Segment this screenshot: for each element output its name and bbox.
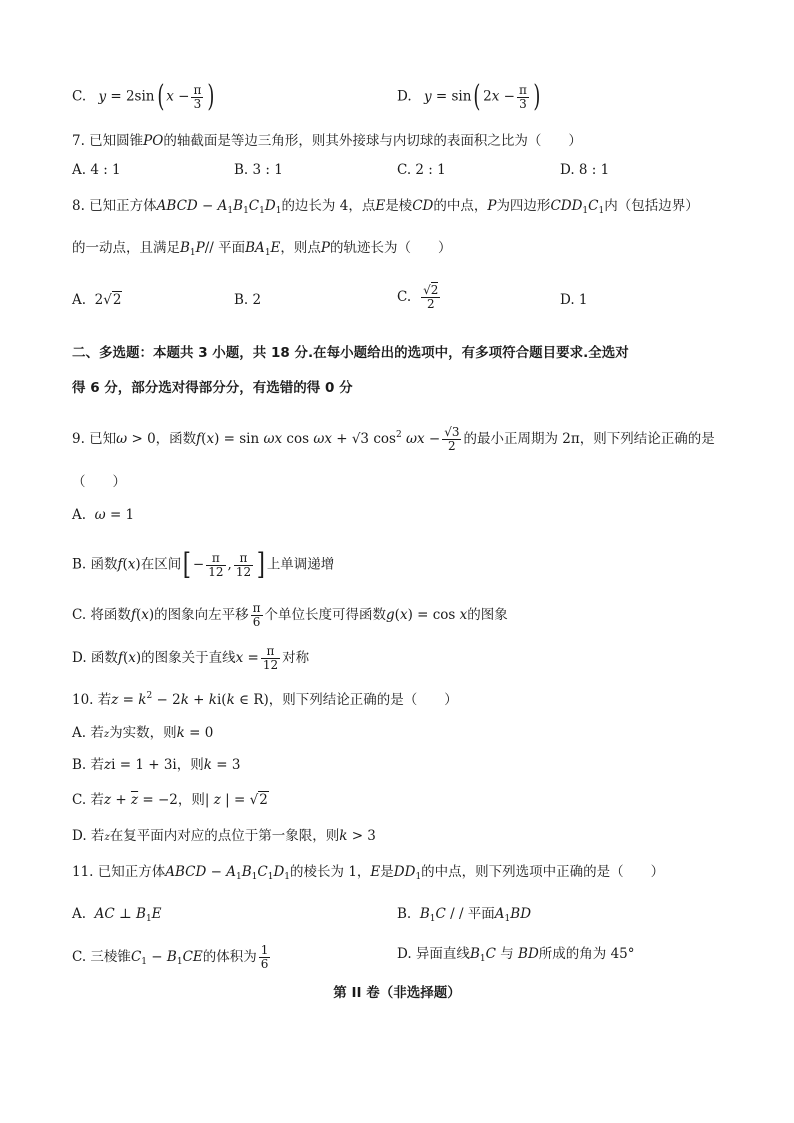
text: 在区间	[140, 556, 182, 573]
section-heading-line2: 得 6 分，部分选对得部分分，有选错的得 0 分	[72, 380, 353, 396]
text: A. 若	[72, 725, 104, 741]
q7-option-a: A. 4 : 1	[72, 162, 121, 178]
option-label: A.	[72, 906, 87, 922]
text: 上单调递增	[266, 556, 335, 573]
text: 的中点，则下列选项中正确的是（ ）	[421, 864, 665, 880]
text: 的最小正周期为 2π，则下列结论正确的是	[463, 431, 715, 447]
q9-answer-paren: （ ）	[72, 474, 126, 490]
text: C. 若	[72, 792, 104, 808]
q8-option-c: C. $\frac{√2}{2}$	[397, 283, 439, 311]
text: 的棱长为 1，	[290, 864, 371, 880]
text: 在复平面内对应的点位于第一象限，则	[109, 828, 340, 844]
q7-variable: PO	[143, 133, 164, 149]
text: 的中点，	[433, 198, 488, 214]
q9-option-c: C. 将函数f(x)的图象向左平移 $\frac{\pi}{6}$ 个单位长度可得函数g(x) = cos x的图象	[72, 601, 508, 629]
option-label: A.	[72, 507, 87, 523]
text: B. 函数	[72, 556, 118, 573]
text: 为实数，则	[109, 725, 177, 741]
q9-option-a: A. ω = 1	[72, 507, 135, 523]
text: // 平面	[204, 240, 246, 256]
text: B. 若	[72, 757, 105, 773]
q11-option-c: C. 三棱锥$C_1 - B_1CE$的体积为 $\frac{1}{6}$	[72, 943, 269, 971]
option-label: A.	[72, 292, 87, 308]
option-label: C.	[397, 289, 412, 305]
text: 的图象向左平移	[154, 607, 249, 623]
q7-stem-suffix: 的轴截面是等边三角形，则其外接球与内切球的表面积之比为（ ）	[163, 133, 582, 149]
q8-stem-line1: 8. 已知正方体ABCD − $A_1B_1C_1D_1$的边长为 4，点E是棱CD的中点，P为四边形$CDD_1C_1$内（包括边界）	[72, 198, 699, 216]
q11-option-b: B. $B_1C$ / / 平面$A_1BD$	[397, 906, 532, 924]
text: ，函数	[155, 431, 197, 447]
text: 的图象关于直线	[141, 650, 236, 666]
q7-stem	[72, 131, 582, 151]
part2-title: 第 II 卷（非选择题）	[333, 985, 461, 1001]
text: 为四边形	[496, 198, 551, 214]
math-expression: y	[423, 88, 432, 105]
text: 9. 已知	[72, 431, 117, 447]
q11-stem: 11. 已知正方体ABCD − $A_1B_1C_1D_1$的棱长为 1，E是$DD_1$的中点，则下列选项中正确的是（ ）	[72, 864, 665, 882]
text: 个单位长度可得函数	[264, 607, 387, 623]
q9-option-d: D. 函数f(x)的图象关于直线x = $\frac{\pi}{12}$ 对称	[72, 644, 310, 672]
text: ，则下列结论正确的是（ ）	[268, 692, 458, 708]
text: 所成的角为 45°	[538, 946, 635, 962]
text: ，则点	[280, 240, 321, 256]
q10-option-b: B. 若zi = 1 + 3i，则k = 3	[72, 757, 241, 773]
text: 的一动点，且满足	[72, 240, 180, 256]
text: C. 将函数	[72, 607, 131, 623]
q7-option-c: C. 2 : 1	[397, 162, 446, 178]
q8-option-b: B. 2	[234, 292, 262, 308]
text: 的轨迹长为（ ）	[330, 240, 452, 256]
section-heading-line1: 二、多选题：本题共 3 小题，共 18 分.在每小题给出的选项中，有多项符合题目要求.全选对	[72, 345, 629, 361]
text: 与	[500, 946, 514, 962]
q10-option-c: C. 若$z + \overline{z} = -2$，则| z | = √2	[72, 792, 268, 808]
text: 内（包括边界）	[604, 198, 699, 214]
q7-stem-prefix: 7. 已知圆锥	[72, 133, 144, 149]
text: D. 函数	[72, 650, 118, 666]
q7-option-d: D. 8 : 1	[560, 162, 610, 178]
text: 的体积为	[202, 949, 257, 965]
text: 8. 已知正方体	[72, 198, 157, 214]
text: ，则	[177, 792, 205, 808]
text: 是	[380, 864, 394, 880]
q8-option-a: A. 2√2	[72, 292, 122, 308]
text: ，则	[176, 757, 204, 773]
q6-option-d: D. y = sin( 2x − $\frac{\pi}{3}$ )	[397, 79, 541, 114]
text: D. 异面直线	[397, 946, 470, 962]
q10-stem: 10. 若$z = k^2 - 2k + ki(k$ ∈ R)，则下列结论正确的是（ ）	[72, 691, 458, 708]
q7-option-b: B. 3 : 1	[234, 162, 283, 178]
text: 对称	[282, 650, 310, 666]
text: 的图象	[467, 607, 508, 623]
text: 是棱	[385, 198, 413, 214]
q9-option-b: B. 函数f(x)在区间[ − $\frac{\pi}{12}$ , $\frac{\pi}{12}$ ] 上单调递增	[72, 547, 335, 582]
option-label: D.	[397, 88, 412, 105]
math-expression: y	[98, 88, 107, 105]
text: 的边长为 4，点	[281, 198, 376, 214]
text: / / 平面	[450, 906, 495, 922]
text: D. 若	[72, 828, 105, 844]
q9-stem: 9. 已知ω > 0，函数f(x) = sin ωx cos ωx + √3 $\cos^2 \omega x$ − $\frac{√3}{2}$ 的最小正周期为 2π，则下列结论正确的是	[72, 425, 715, 453]
text: 11. 已知正方体	[72, 864, 166, 880]
q10-option-d: D. 若z在复平面内对应的点位于第一象限，则k > 3	[72, 828, 376, 844]
q11-option-d: D. 异面直线$B_1C$ 与 BD所成的角为 45°	[397, 946, 635, 964]
text: C. 三棱锥	[72, 949, 131, 965]
q8-option-d: D. 1	[560, 292, 588, 308]
option-label: B.	[397, 906, 412, 922]
q8-stem-line2: 的一动点，且满足$B_1P//$ 平面$BA_1E$，则点P的轨迹长为（ ）	[72, 240, 452, 258]
text: 10. 若	[72, 692, 112, 708]
q6-option-c: C. y = 2sin( x − $\frac{\pi}{3}$ )	[72, 79, 215, 114]
option-label: C.	[72, 88, 87, 105]
q10-option-a: A. 若z为实数，则k = 0	[72, 725, 214, 741]
q11-option-a: A. AC ⊥ $B_1E$	[72, 906, 162, 924]
